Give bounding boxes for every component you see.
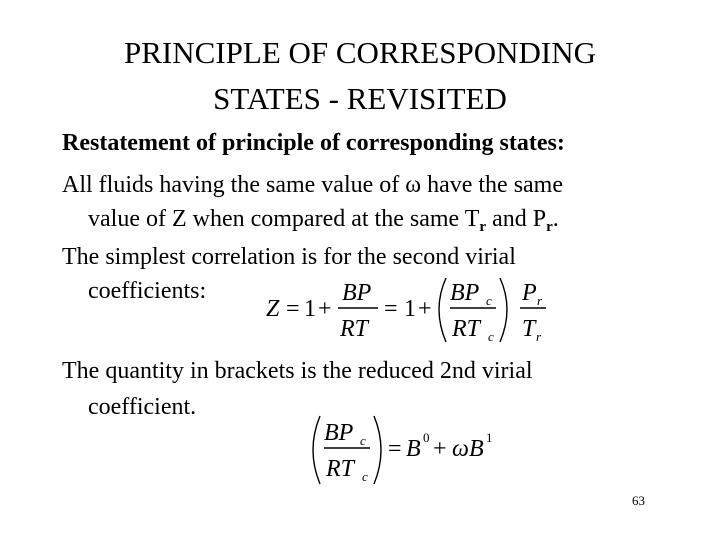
paragraph-1-line-2 bbox=[62, 202, 559, 244]
eq1-rtc: RT bbox=[452, 316, 481, 342]
eq2-omega: ω bbox=[452, 436, 469, 462]
page-number: 63 bbox=[632, 493, 645, 508]
slide-title bbox=[0, 30, 720, 122]
subscript-r: r bbox=[479, 219, 487, 235]
paragraph-2-line-2: coefficients: bbox=[88, 278, 207, 304]
eq2-sup-1: 1 bbox=[486, 430, 493, 445]
title-line-1: PRINCIPLE OF CORRESPONDING bbox=[124, 35, 596, 70]
eq2-b-2: B bbox=[469, 436, 484, 462]
eq1-t: T bbox=[522, 316, 536, 342]
eq1-right-paren bbox=[500, 278, 507, 342]
paragraph-2-line-1: The simplest correlation is for the second virial bbox=[62, 244, 516, 270]
eq1-bpc: BP bbox=[450, 280, 480, 306]
p1-text-d: and P bbox=[486, 206, 547, 232]
p1-text-c: value of Z when compared at the same T bbox=[88, 206, 480, 232]
paragraph-1-line-1 bbox=[62, 168, 563, 202]
eq2-equals: = bbox=[388, 436, 402, 462]
eq1-one-2: 1 bbox=[404, 296, 416, 322]
p1-text-e: . bbox=[552, 206, 559, 232]
eq1-rt: RT bbox=[340, 316, 369, 342]
eq1-plus: + bbox=[318, 296, 332, 322]
p1-text-b: have the same bbox=[421, 172, 563, 198]
eq2-sup-0: 0 bbox=[423, 430, 430, 445]
eq2-plus: + bbox=[433, 436, 447, 462]
eq2-right-paren bbox=[374, 416, 381, 484]
eq1-sub-r: r bbox=[537, 293, 543, 308]
eq2-sub-c: c bbox=[362, 469, 368, 484]
title-line-2: STATES - REVISITED bbox=[213, 81, 507, 116]
eq2-left-paren bbox=[313, 416, 320, 484]
eq1-equals-2: = bbox=[384, 296, 398, 322]
p1-text-a: All fluids having the same value of bbox=[62, 172, 406, 198]
omega-symbol: ω bbox=[405, 172, 422, 198]
eq2-rtc: RT bbox=[326, 456, 355, 482]
eq1-sub-r: r bbox=[536, 329, 542, 344]
eq1-equals: = bbox=[286, 296, 300, 322]
paragraph-3-line-1: The quantity in brackets is the reduced 2nd virial bbox=[62, 358, 533, 384]
eq1-p: P bbox=[522, 280, 537, 306]
subscript-r: r bbox=[546, 219, 553, 235]
eq1-one: 1 bbox=[304, 296, 316, 322]
equation-2 bbox=[306, 410, 516, 495]
eq1-plus-2: + bbox=[418, 296, 432, 322]
eq2-bpc: BP bbox=[324, 420, 354, 446]
eq1-left-paren bbox=[439, 278, 446, 342]
paragraph-3-line-2: coefficient. bbox=[88, 394, 197, 420]
body-heading: Restatement of principle of corresponding states: bbox=[62, 130, 565, 156]
equation-1 bbox=[262, 272, 562, 355]
eq1-sub-c: c bbox=[486, 293, 492, 308]
eq1-sub-c: c bbox=[488, 329, 494, 344]
eq2-b: B bbox=[406, 436, 421, 462]
eq2-sub-c: c bbox=[360, 433, 366, 448]
eq1-z: Z bbox=[266, 296, 280, 322]
eq1-bp: BP bbox=[342, 280, 372, 306]
